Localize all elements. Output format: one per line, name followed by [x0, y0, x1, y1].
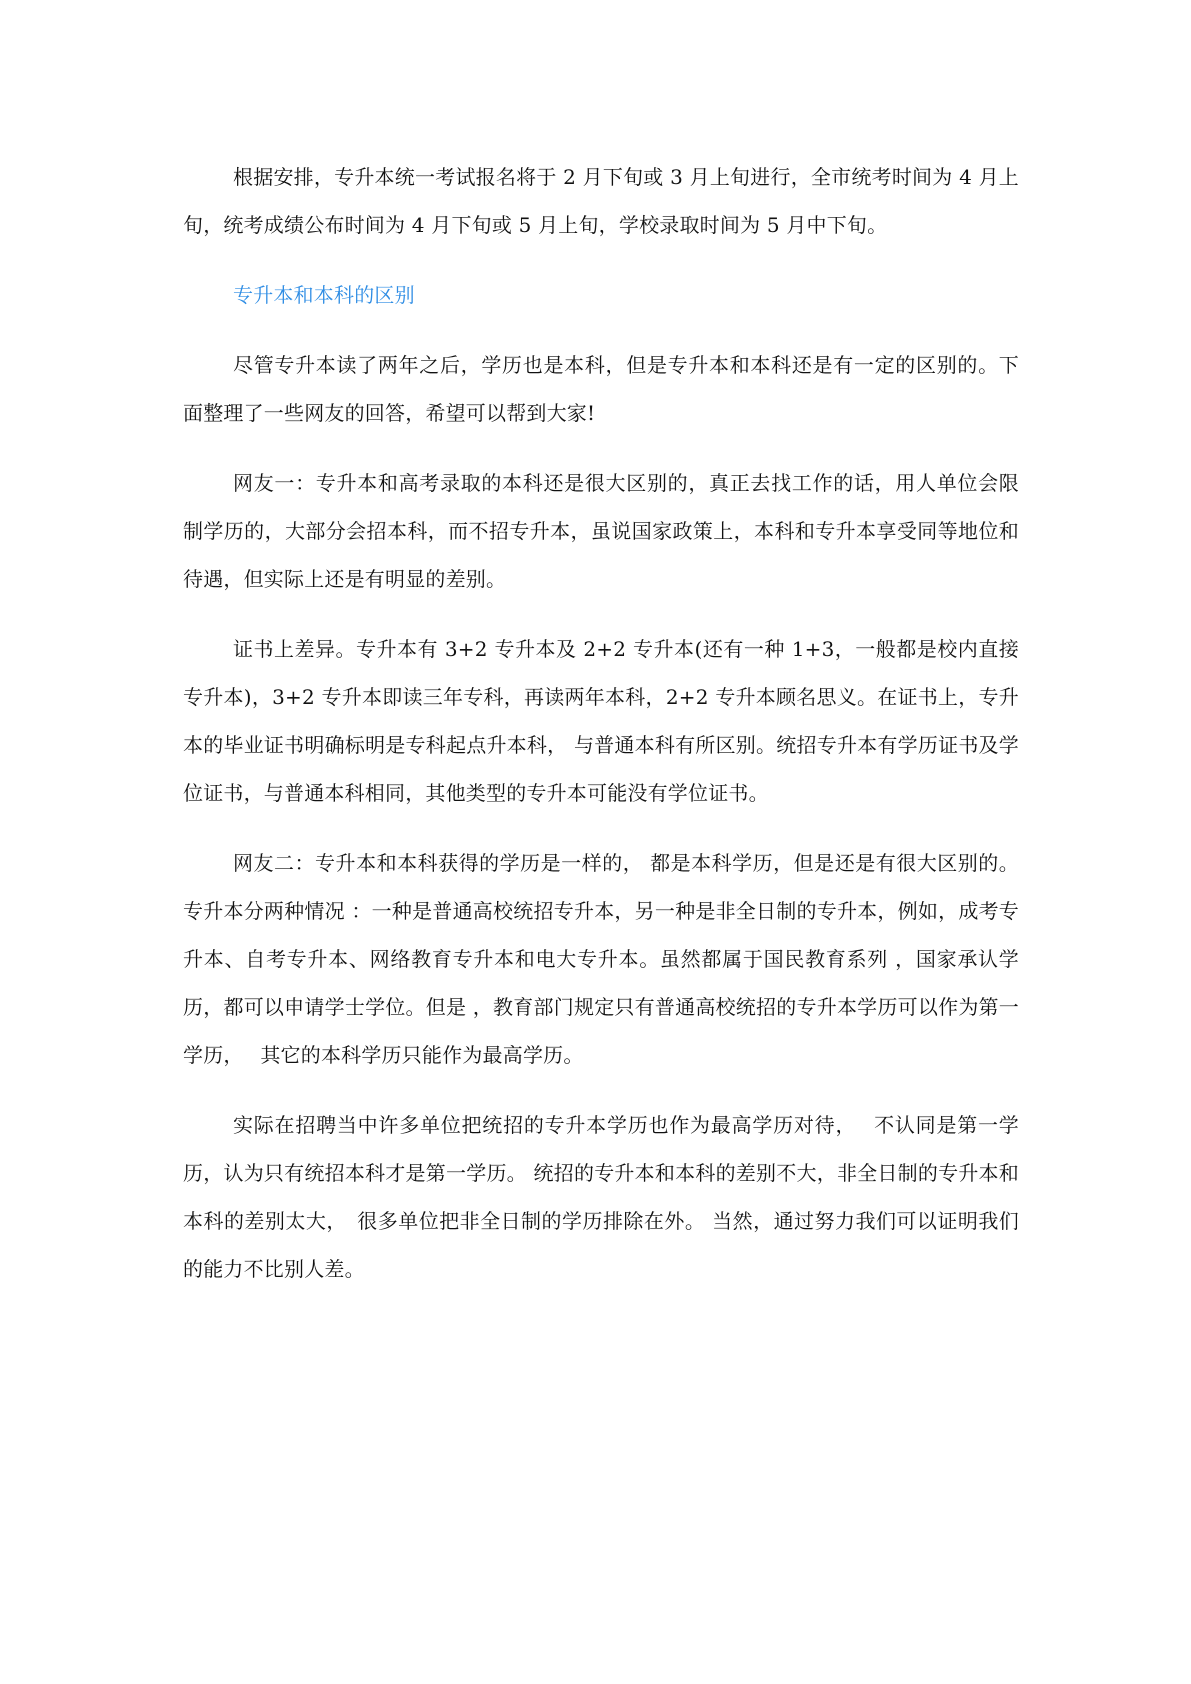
paragraph-certificate: 证书上差异。专升本有 3+2 专升本及 2+2 专升本(还有一种 1+3，一般都是校内直接专升本)，3+2 专升本即读三年专科，再读两年本科，2+2 专升本顾名思义。在证书上，专升本的毕业证书明确标明是专科起点升本科， 与普通本科有所区别。统招专升本有学历证书及学位证书，与普通本科相同，其他类型的专升本可能没有学位证书。 [183, 637, 1019, 805]
document-page [183, 153, 1019, 1293]
section-heading: 专升本和本科的区别 [233, 283, 415, 307]
paragraph-netizen-two: 网友二：专升本和本科获得的学历是一样的， 都是本科学历，但是还是有很大区别的。专升本分两种情况 ：一种是普通高校统招专升本，另一种是非全日制的专升本，例如，成考专升本、自考专升本、网络教育专升本和电大专升本。虽然都属于国民教育系列 ，国家承认学历，都可以申请学士学位。但是 ，教育部门规定只有普通高校统招的专升本学历可以作为第一学历， 其它的本科学历只能作为最高学历。 [183, 851, 1019, 1067]
paragraph-schedule: 根据安排，专升本统一考试报名将于 2 月下旬或 3 月上旬进行，全市统考时间为 4 月上旬，统考成绩公布时间为 4 月下旬或 5 月上旬，学校录取时间为 5 月中下旬。 [183, 165, 1019, 237]
paragraph-intro: 尽管专升本读了两年之后，学历也是本科，但是专升本和本科还是有一定的区别的。下面整理了一些网友的回答，希望可以帮到大家! [183, 353, 1019, 425]
paragraph-netizen-one: 网友一：专升本和高考录取的本科还是很大区别的，真正去找工作的话，用人单位会限制学历的，大部分会招本科，而不招专升本，虽说国家政策上，本科和专升本享受同等地位和待遇，但实际上还是有明显的差别。 [183, 471, 1019, 591]
paragraph-recruitment: 实际在招聘当中许多单位把统招的专升本学历也作为最高学历对待， 不认同是第一学历，认为只有统招本科才是第一学历。 统招的专升本和本科的差别不大，非全日制的专升本和本科的差别太大， 很多单位把非全日制的学历排除在外。 当然，通过努力我们可以证明我们的能力不比别人差。 [183, 1113, 1019, 1281]
